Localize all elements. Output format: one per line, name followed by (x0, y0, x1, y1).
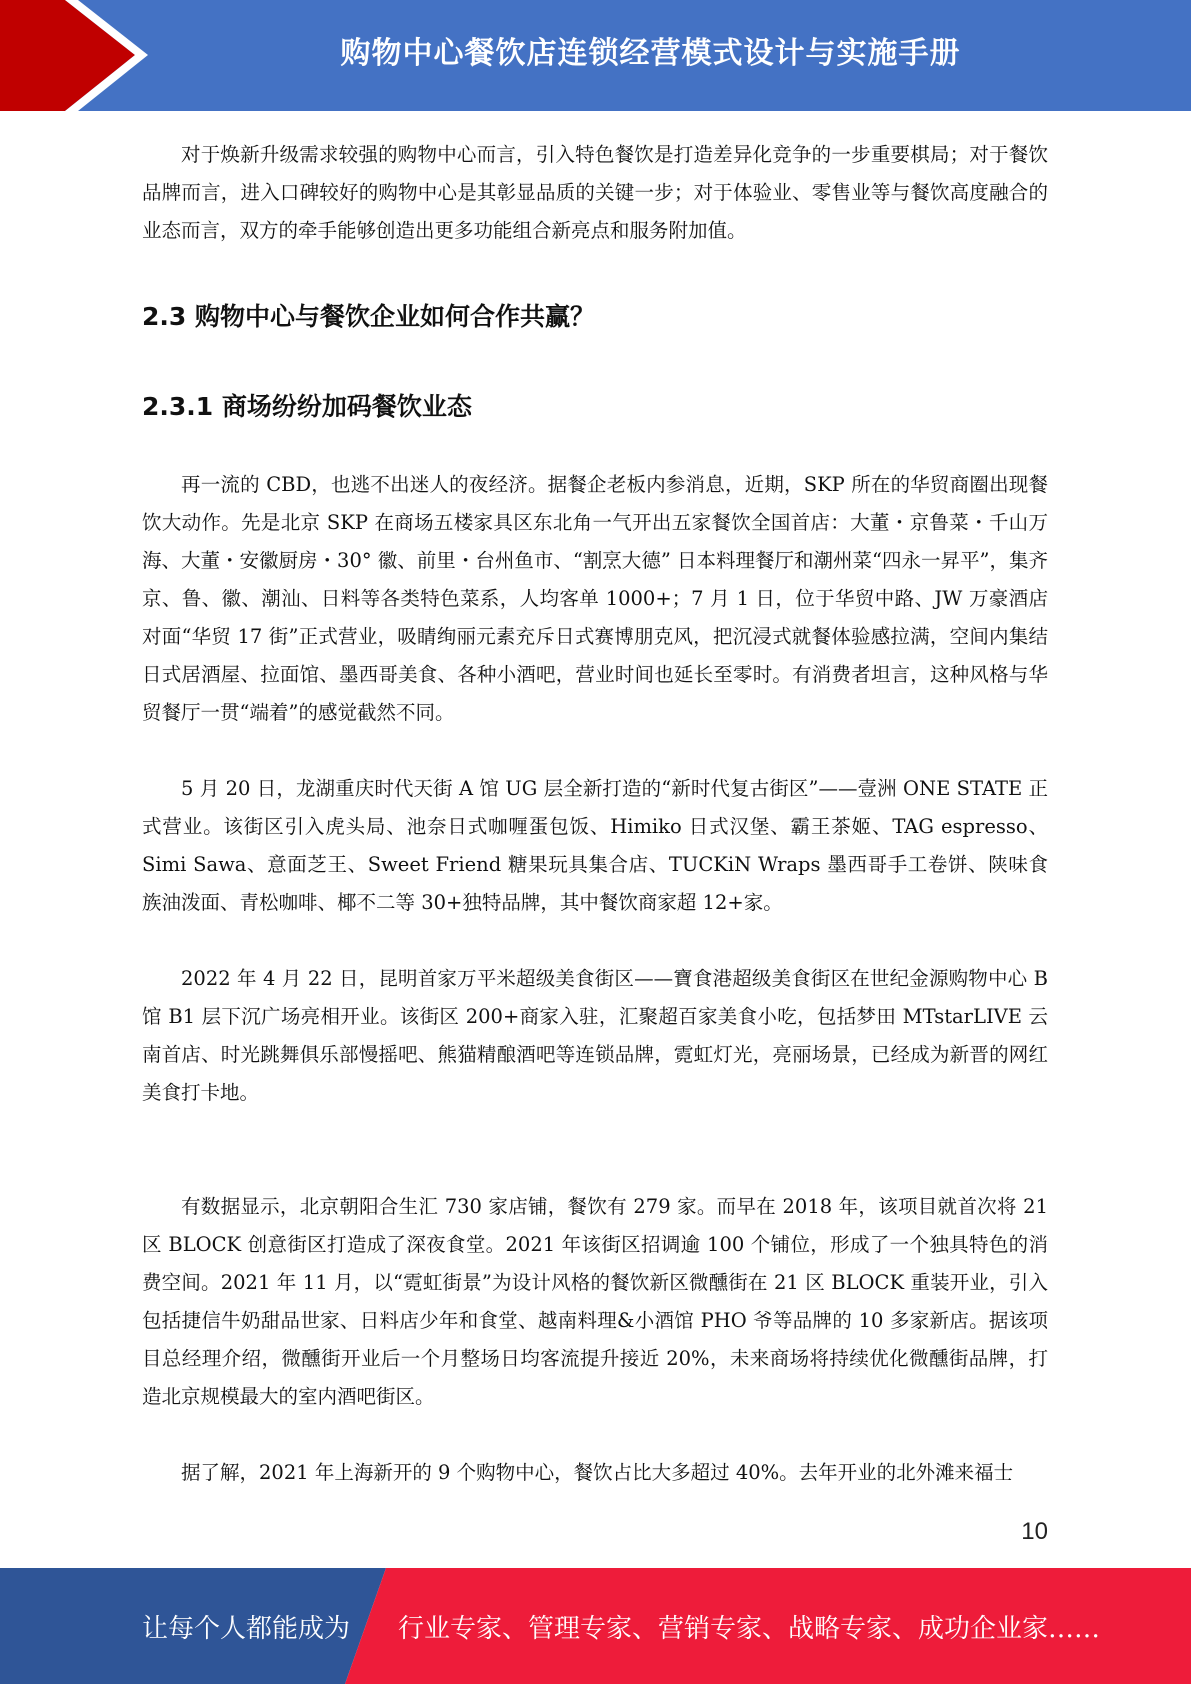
page-header-band (0, 0, 1191, 111)
footer-slogan-right: 行业专家、管理专家、营销专家、战略专家、成功企业家…… (398, 1613, 1101, 1644)
page-number: 10 (1021, 1518, 1048, 1545)
section-heading: 2.3 购物中心与餐饮企业如何合作共赢？ (142, 302, 595, 331)
subsection-heading: 2.3.1 商场纷纷加码餐饮业态 (142, 392, 472, 421)
red-chevron-decoration (0, 0, 160, 111)
body-paragraph: 2022 年 4 月 22 日，昆明首家万平米超级美食街区——寶食港超级美食街区在世纪金源购物中心 B 馆 B1 层下沉广场亮相开业。该街区 200+商家入驻，汇聚超百家美食小吃，包括梦田 MTstarLIVE 云南首店、时光跳舞俱乐部慢摇吧、熊猫精酿酒吧等连锁品牌，霓虹灯光，亮丽场景，已经成为新晋的网红美食打卡地。 (142, 967, 1048, 1104)
page-footer-band (0, 1568, 1191, 1684)
document-title: 购物中心餐饮店连锁经营模式设计与实施手册 (340, 36, 961, 71)
body-paragraph: 5 月 20 日，龙湖重庆时代天街 A 馆 UG 层全新打造的“新时代复古街区”——壹洲 ONE STATE 正式营业。该街区引入虎头局、池奈日式咖喱蛋包饭、Himiko 日式汉堡、霸王茶姬、TAG espresso、Simi Sawa、意面芝王、Sweet Friend 糖果玩具集合店、TUCKiN Wraps 墨西哥手工卷饼、陕味食族油泼面、青松咖啡、椰不二等 30+独特品牌，其中餐饮商家超 12+家。 (142, 777, 1048, 914)
body-paragraph: 据了解，2021 年上海新开的 9 个购物中心，餐饮占比大多超过 40%。去年开业的北外滩来福士 (181, 1461, 1014, 1484)
body-paragraph: 再一流的 CBD，也逃不出迷人的夜经济。据餐企老板内参消息，近期，SKP 所在的华贸商圈出现餐饮大动作。先是北京 SKP 在商场五楼家具区东北角一气开出五家餐饮全国首店：大董・京鲁菜・千山万海、大董・安徽厨房・30° 徽、前里・台州鱼市、“割烹大德” 日本料理餐厅和潮州菜“四永一昇平”，集齐京、鲁、徽、潮汕、日料等各类特色菜系，人均客单 1000+；7 月 1 日，位于华贸中路、JW 万豪酒店对面“华贸 17 街”正式营业，吸睛绚丽元素充斥日式赛博朋克风，把沉浸式就餐体验感拉满，空间内集结日式居酒屋、拉面馆、墨西哥美食、各种小酒吧，营业时间也延长至零时。有消费者坦言，这种风格与华贸餐厅一贯“端着”的感觉截然不同。 (142, 473, 1048, 724)
intro-paragraph: 对于焕新升级需求较强的购物中心而言，引入特色餐饮是打造差异化竞争的一步重要棋局；对于餐饮品牌而言，进入口碑较好的购物中心是其彰显品质的关键一步；对于体验业、零售业等与餐饮高度融合的业态而言，双方的牵手能够创造出更多功能组合新亮点和服务附加值。 (142, 143, 1048, 242)
footer-slogan-left: 让每个人都能成为 (142, 1613, 351, 1644)
body-paragraph: 有数据显示，北京朝阳合生汇 730 家店铺，餐饮有 279 家。而早在 2018 年，该项目就首次将 21 区 BLOCK 创意街区打造成了深夜食堂。2021 年该街区招调逾 100 个铺位，形成了一个独具特色的消费空间。2021 年 11 月，以“霓虹街景”为设计风格的餐饮新区微醺街在 21 区 BLOCK 重装开业，引入包括捷信牛奶甜品世家、日料店少年和食堂、越南料理&小酒馆 PHO 爷等品牌的 10 多家新店。据该项目总经理介绍，微醺街开业后一个月整场日均客流提升接近 20%，未来商场将持续优化微醺街品牌，打造北京规模最大的室内酒吧街区。 (142, 1195, 1048, 1408)
